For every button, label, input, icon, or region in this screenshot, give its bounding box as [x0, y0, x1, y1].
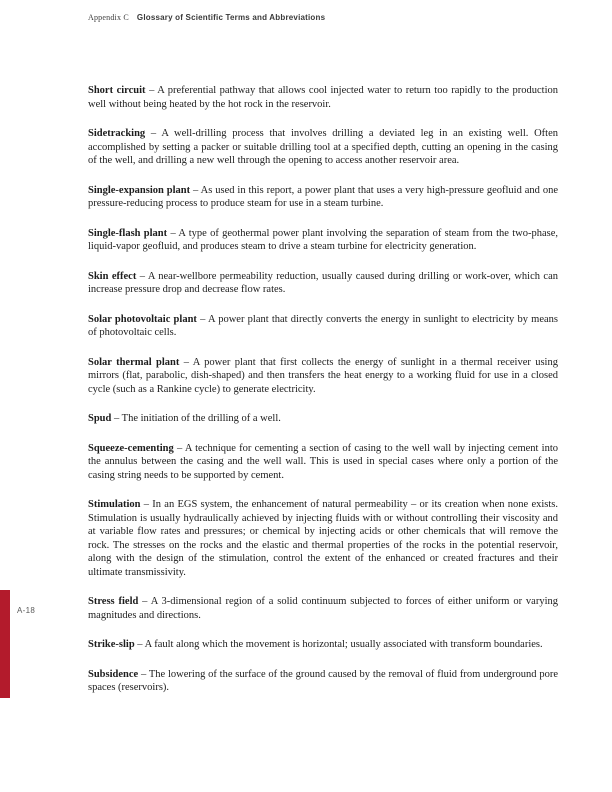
- glossary-entry: [88, 356, 558, 397]
- entry-separator: –: [134, 639, 145, 650]
- entry-separator: –: [173, 442, 185, 454]
- entry-definition: A power plant that directly converts the energy in sunlight to electricity by means of photovoltaic cells.: [88, 313, 558, 338]
- glossary-entry: [88, 227, 558, 254]
- page-number: A-18: [17, 606, 36, 615]
- glossary-entry: [88, 313, 558, 340]
- glossary-entry: [88, 668, 558, 695]
- entry-term: Stimulation: [88, 499, 141, 510]
- entry-term: Strike-slip: [88, 639, 135, 650]
- entry-term: Sidetracking: [88, 128, 146, 139]
- entry-term: Spud: [88, 413, 112, 424]
- entry-separator: –: [167, 227, 179, 239]
- entry-separator: –: [196, 313, 208, 325]
- entry-definition: The initiation of the drilling of a well.: [121, 413, 281, 424]
- glossary-list: [88, 84, 558, 711]
- entry-definition: As used in this report, a power plant that uses a very high-pressure geofluid and one pressure-reducing process to produce steam for use in a steam turbine.: [88, 184, 559, 209]
- entry-definition: A power plant that first collects the energy of sunlight in a thermal receiver using mirrors (flat, parabolic, dish-shaped) and then transfers the heat energy to a working fluid for use in a closed cycle (such as a Rankine cycle) to generate electricity.: [88, 356, 558, 395]
- entry-definition: In an EGS system, the enhancement of natural permeability – or its creation when none exists. Stimulation is usually hydraulically achieved by injecting fluids with or without controlling their viscosity and at variable flow rates and pressures; or chemical by injecting acids or other chemicals that will remove the rock. The stresses on the rocks and the elastic and thermal properties of the rocks in the potential reservoir, along with the design of the stimulation, control the extent of the enhanced or created fractures and their ultimate transmissivity.: [88, 499, 559, 578]
- entry-definition: The lowering of the surface of the ground caused by the removal of fluid from underground pore spaces (reservoirs).: [88, 668, 558, 693]
- glossary-entry: [88, 498, 558, 579]
- entry-term: Single-flash plant: [88, 227, 168, 239]
- entry-term: Single-expansion plant: [88, 184, 191, 196]
- entry-separator: –: [138, 668, 149, 680]
- entry-term: Subsidence: [88, 668, 139, 680]
- entry-term: Solar thermal plant: [88, 356, 180, 368]
- entry-definition: A 3-dimensional region of a solid continuum subjected to forces of either uniform or varying magnitudes and directions.: [88, 596, 558, 621]
- glossary-entry: [88, 595, 558, 622]
- entry-definition: A preferential pathway that allows cool injected water to return too rapidly to the production well without being heated by the hot rock in the reservoir.: [88, 85, 558, 110]
- page-accent-bar: [0, 590, 10, 698]
- entry-definition: A technique for cementing a section of casing to the well wall by injecting cement into the annulus between the casing and the well wall. This is used in special cases where only a portion of the casing string needs to be supported by cement.: [88, 442, 559, 481]
- header-title: Glossary of Scientific Terms and Abbreviations: [136, 13, 326, 22]
- entry-definition: A near-wellbore permeability reduction, usually caused during drilling or work-over, which can increase pressure drop and decrease flow rates.: [88, 270, 558, 295]
- glossary-entry: [88, 84, 558, 111]
- appendix-label: Appendix C: [88, 13, 129, 22]
- glossary-entry: [88, 184, 558, 211]
- entry-definition: A fault along which the movement is horizontal; usually associated with transform boundaries.: [144, 639, 543, 650]
- entry-term: Squeeze-cementing: [88, 442, 174, 454]
- running-header: [88, 13, 325, 22]
- entry-term: Short circuit: [88, 85, 146, 96]
- entry-separator: –: [179, 356, 193, 368]
- entry-separator: –: [138, 596, 151, 607]
- entry-term: Solar photovoltaic plant: [88, 313, 197, 325]
- entry-term: Skin effect: [88, 270, 137, 282]
- entry-separator: –: [145, 85, 158, 96]
- entry-separator: –: [111, 413, 122, 424]
- entry-definition: A type of geothermal power plant involving the separation of steam from the two-phase, liquid-vapor geofluid, and produces steam to drive a steam turbine for electricity generation.: [88, 227, 559, 252]
- entry-definition: A well-drilling process that involves drilling a deviated leg in an existing well. Often accomplished by setting a packer or suitable drilling tool at a specified depth, cutting an opening in the casing of the well, and drilling a new well through the opening to access another reservoir area.: [88, 128, 559, 166]
- glossary-entry: [88, 638, 558, 652]
- glossary-entry: [88, 127, 558, 168]
- entry-separator: –: [140, 499, 153, 510]
- entry-separator: –: [190, 184, 201, 196]
- entry-separator: –: [136, 270, 148, 282]
- glossary-entry: [88, 412, 558, 426]
- glossary-entry: [88, 270, 558, 297]
- glossary-entry: [88, 442, 558, 483]
- entry-term: Stress field: [88, 596, 139, 607]
- entry-separator: –: [145, 128, 162, 139]
